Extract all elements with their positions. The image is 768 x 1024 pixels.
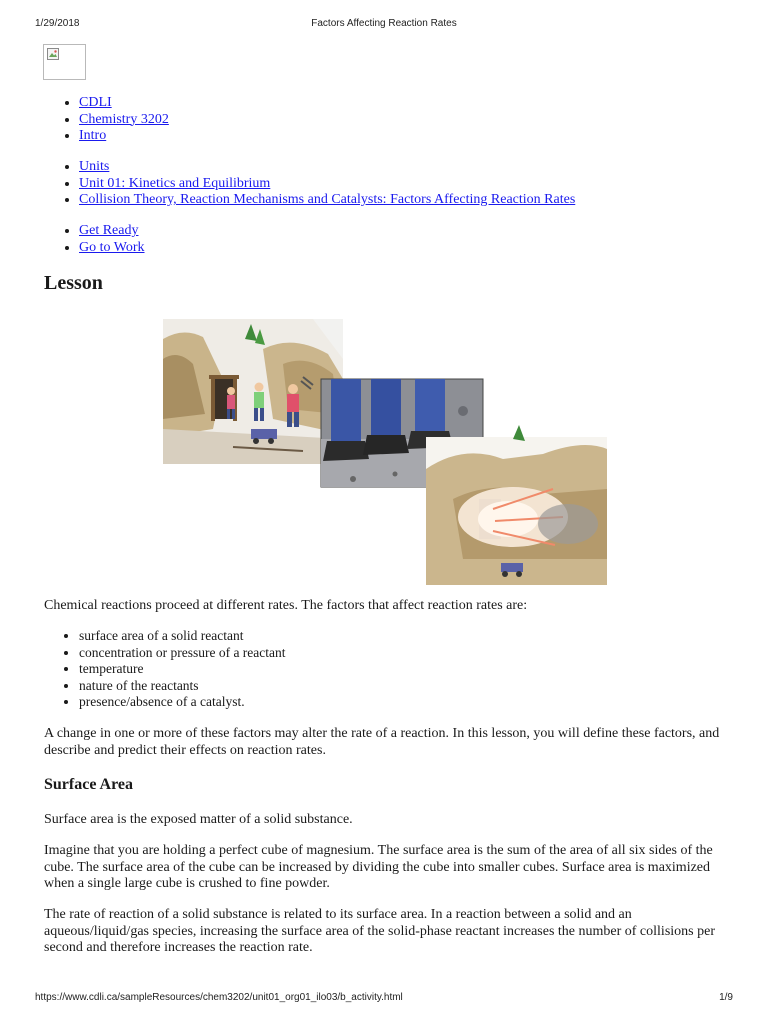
change-paragraph: A change in one or more of these factors may alter the rate of a reaction. In this lesson, you will define these factors, and describe and predict their effects on reaction rates. xyxy=(44,726,720,758)
print-date: 1/29/2018 xyxy=(35,18,80,29)
nav-link-go-to-work[interactable]: Go to Work xyxy=(79,239,145,255)
print-title: Factors Affecting Reaction Rates xyxy=(311,18,457,29)
panel-explosion xyxy=(426,425,607,585)
nav-item xyxy=(79,112,169,129)
nav-item xyxy=(79,176,575,193)
factor-list xyxy=(60,628,286,711)
nav-item xyxy=(79,240,145,257)
nav-item xyxy=(79,223,145,240)
nav-units xyxy=(60,159,575,209)
logo-image[interactable] xyxy=(43,44,86,80)
surface-paragraph-1: Imagine that you are holding a perfect cube of magnesium. The surface area is the sum of the area of all six sides of the cube. The surface area of the cube can be increased by dividing the cube into smaller cubes. Surface area is maximized when a single large cube is crushed to fine powder. xyxy=(44,843,713,892)
nav-link-cdli[interactable]: CDLI xyxy=(79,95,112,110)
surface-paragraph-2: The rate of reaction of a solid substance is related to its surface area. In a reaction between a solid and an aqueous/liquid/gas species, increasing the surface area of the solid-phase reactant increases the number of collisions per second and therefore increases the reaction rate. xyxy=(44,907,715,956)
nav-item xyxy=(79,95,169,112)
list-item: • concentration or pressure of a reactant xyxy=(79,645,286,662)
nav-item xyxy=(79,128,169,145)
panel-miners xyxy=(163,319,343,464)
print-footer xyxy=(0,992,768,1006)
nav-link-get-ready[interactable]: Get Ready xyxy=(79,223,139,238)
list-item: • surface area of a solid reactant xyxy=(79,628,286,645)
print-header xyxy=(0,18,768,32)
nav-site xyxy=(60,95,169,145)
nav-activity xyxy=(60,223,145,256)
nav-link-topic[interactable]: Collision Theory, Reaction Mechanisms and Catalysts: Factors Affecting Reaction Rates xyxy=(79,192,576,208)
nav-link-intro[interactable]: Intro xyxy=(79,128,107,144)
mining-illustration xyxy=(163,319,607,585)
nav-item xyxy=(79,159,575,176)
list-item: • presence/absence of a catalyst. xyxy=(79,694,286,711)
list-item: • temperature xyxy=(79,661,286,678)
print-url: https://www.cdli.ca/sampleResources/chem3202/unit01_org01_ilo03/b_activity.html xyxy=(35,992,403,1003)
page-number: 1/9 xyxy=(719,992,733,1003)
page-title: Lesson xyxy=(44,272,103,294)
nav-item xyxy=(79,192,575,209)
nav-link-units[interactable]: Units xyxy=(79,159,110,174)
intro-paragraph: Chemical reactions proceed at different rates. The factors that affect reaction rates are: xyxy=(44,598,528,613)
broken-image-icon xyxy=(47,48,59,60)
nav-link-chemistry[interactable]: Chemistry 3202 xyxy=(79,111,169,127)
nav-link-unit01[interactable]: Unit 01: Kinetics and Equilibrium xyxy=(79,175,271,191)
section-heading: Surface Area xyxy=(44,776,134,793)
surface-definition: Surface area is the exposed matter of a solid substance. xyxy=(44,812,353,827)
list-item: • nature of the reactants xyxy=(79,678,286,695)
